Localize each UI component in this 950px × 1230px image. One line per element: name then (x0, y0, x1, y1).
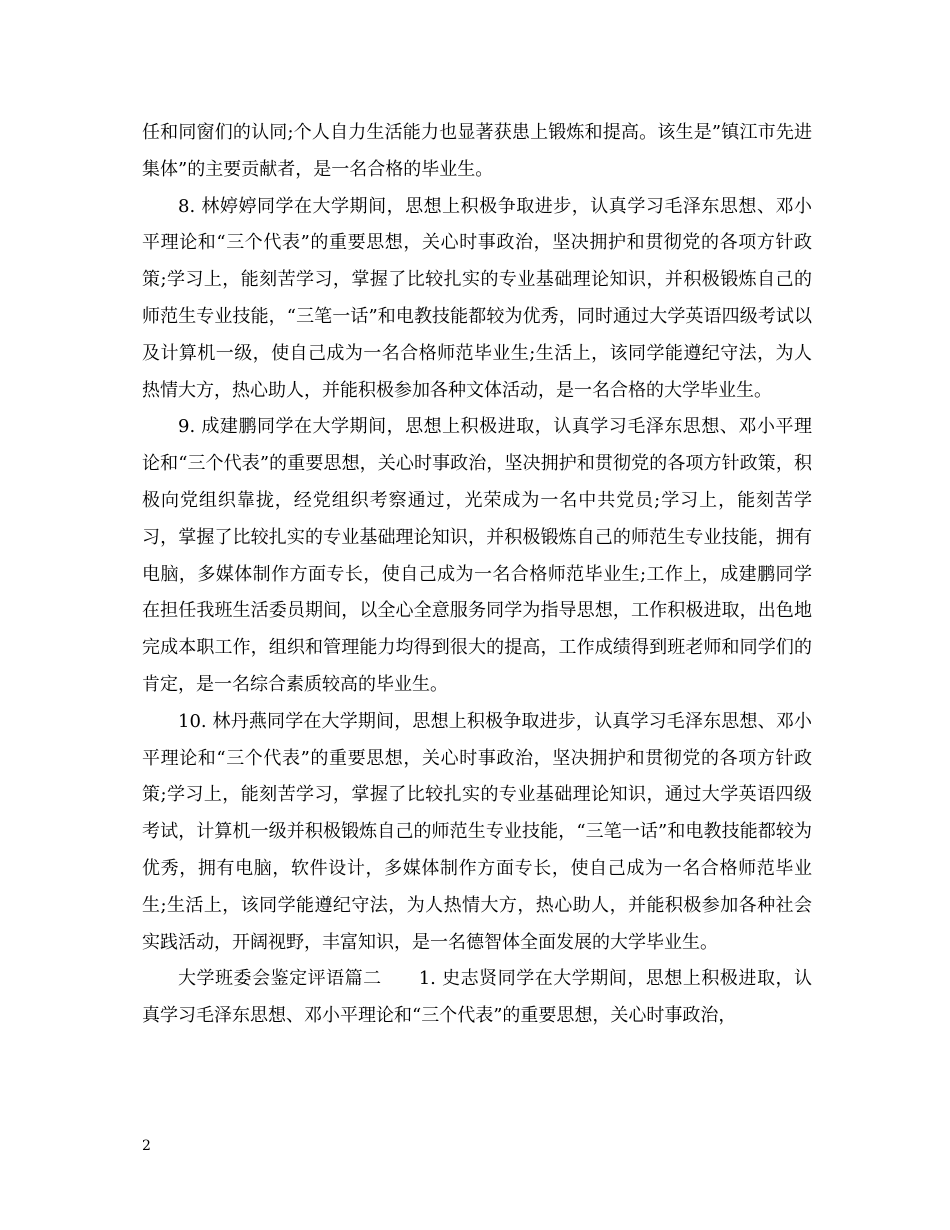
body-text (142, 115, 812, 1035)
paragraph-continued: 任和同窗们的认同;个人自力生活能力也显著获患上锻炼和提高。该生是”镇江市先进集体”的主要贡献者，是一名合格的毕业生。 (142, 122, 812, 180)
page-number: 2 (142, 1138, 151, 1154)
paragraph-item-10: 10. 林丹燕同学在大学期间，思想上积极争取进步，认真学习毛泽东思想、邓小平理论和“三个代表”的重要思想，关心时事政治，坚决拥护和贯彻党的各项方针政策;学习上，能刻苦学习，掌握了比较扎实的专业基础理论知识，通过大学英语四级考试，计算机一级并积极锻炼自己的师范生专业技能，“三笔一话”和电教技能都较为优秀，拥有电脑，软件设计，多媒体制作方面专长，使自己成为一名合格师范毕业生;生活上，该同学能遵纪守法，为人热情大方，热心助人，并能积极参加各种社会实践活动，开阔视野，丰富知识，是一名德智体全面发展的大学毕业生。 (142, 710, 812, 953)
paragraph-item-9: 9. 成建鹏同学在大学期间，思想上积极进取，认真学习毛泽东思想、邓小平理论和“三个代表”的重要思想，关心时事政治，坚决拥护和贯彻党的各项方针政策，积极向党组织靠拢，经党组织考察通过，光荣成为一名中共党员;学习上，能刻苦学习，掌握了比较扎实的专业基础理论知识，并积极锻炼自己的师范生专业技能，拥有电脑，多媒体制作方面专长，使自己成为一名合格师范毕业生;工作上，成建鹏同学在担任我班生活委员期间，以全心全意服务同学为指导思想，工作积极进取，出色地完成本职工作，组织和管理能力均得到很大的提高，工作成绩得到班老师和同学们的肯定，是一名综合素质较高的毕业生。 (142, 416, 812, 695)
paragraph-item-8: 8. 林婷婷同学在大学期间，思想上积极争取进步，认真学习毛泽东思想、邓小平理论和“三个代表”的重要思想，关心时事政治，坚决拥护和贯彻党的各项方针政策;学习上，能刻苦学习，掌握了比较扎实的专业基础理论知识，并积极锻炼自己的师范生专业技能，“三笔一话”和电教技能都较为优秀，同时通过大学英语四级考试以及计算机一级，使自己成为一名合格师范毕业生;生活上，该同学能遵纪守法，为人热情大方，热心助人，并能积极参加各种文体活动，是一名合格的大学毕业生。 (142, 195, 812, 401)
paragraph-section-two: 大学班委会鉴定评语篇二 1. 史志贤同学在大学期间，思想上积极进取，认真学习毛泽东思想、邓小平理论和“三个代表”的重要思想，关心时事政治， (142, 968, 812, 1027)
